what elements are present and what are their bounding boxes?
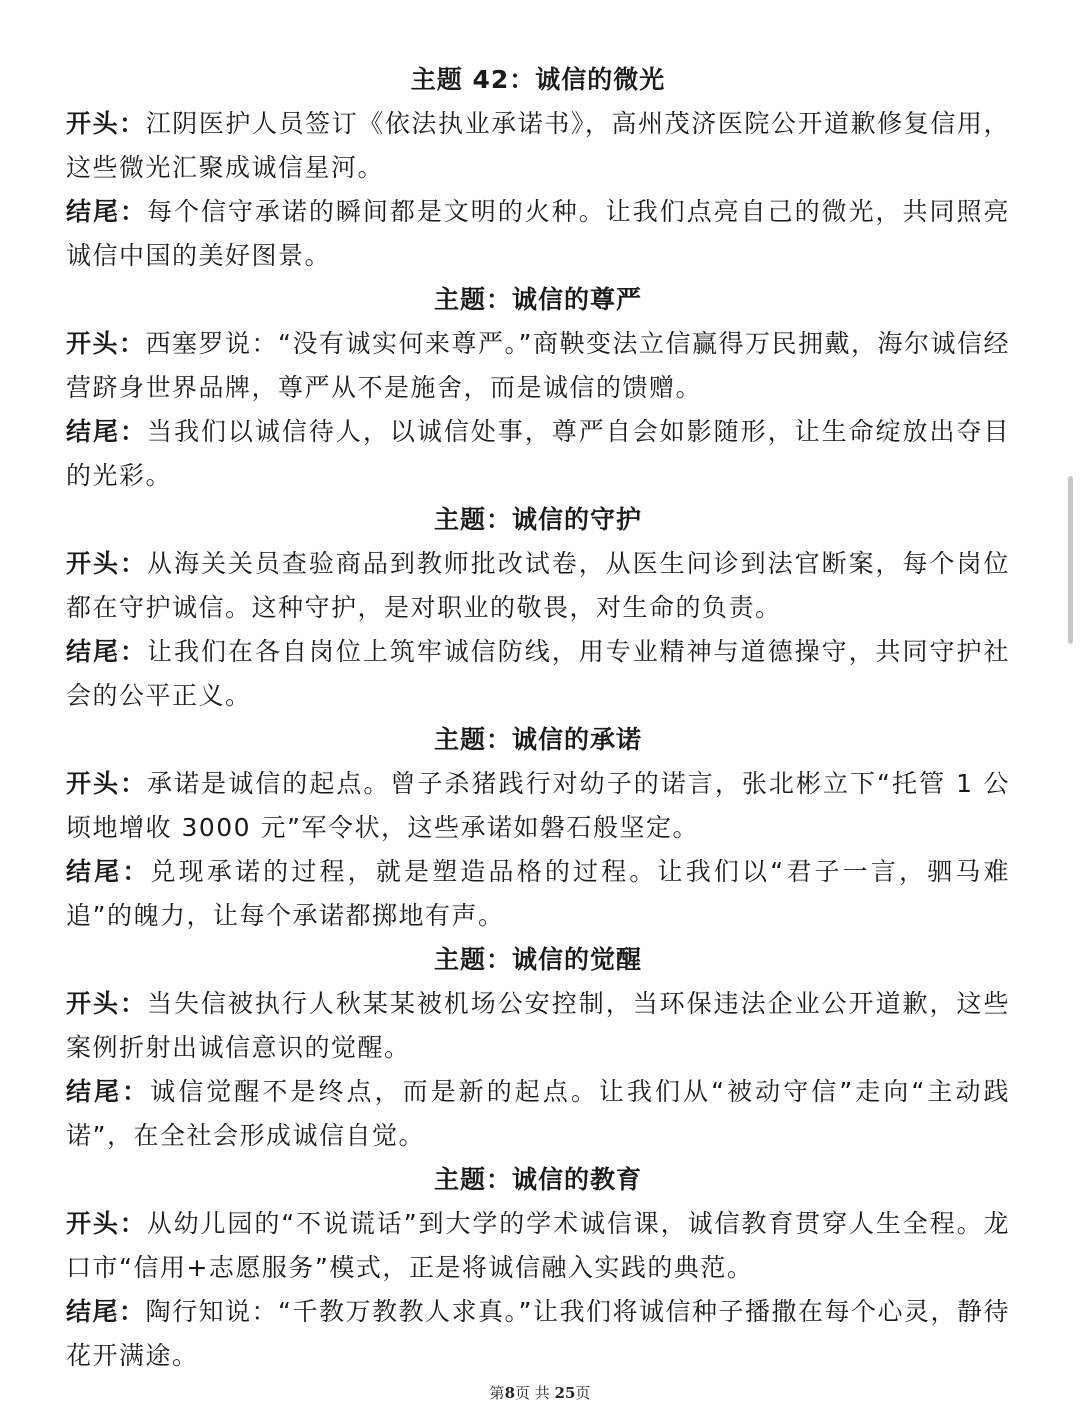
footer-prefix: 第 — [489, 1384, 505, 1402]
opening-label: 开头： — [66, 549, 147, 578]
ending-paragraph — [66, 1070, 1010, 1158]
section-3 — [66, 498, 1010, 718]
section-title: 主题 42：诚信的微光 — [410, 65, 666, 94]
ending-label: 结尾： — [66, 637, 147, 666]
opening-label: 开头： — [66, 109, 146, 138]
opening-label: 开头： — [66, 329, 146, 358]
section-4 — [66, 718, 1010, 938]
section-title: 主题：诚信的承诺 — [433, 725, 642, 754]
document-body — [66, 58, 1010, 1378]
opening-text: 从海关关员查验商品到教师批改试卷，从医生问诊到法官断案，每个岗位都在守护诚信。这种守护，是对职业的敬畏，对生命的负责。 — [66, 549, 1010, 622]
opening-paragraph — [66, 102, 1010, 190]
ending-text: 诚信觉醒不是终点，而是新的起点。让我们从“被动守信”走向“主动践诺”，在全社会形成诚信自觉。 — [66, 1077, 1010, 1150]
opening-label: 开头： — [66, 989, 147, 1018]
page-footer — [0, 1382, 1080, 1403]
opening-text: 江阴医护人员签订《依法执业承诺书》，高州茂济医院公开道歉修复信用，这些微光汇聚成诚信星河。 — [66, 109, 1010, 182]
opening-label: 开头： — [66, 769, 148, 798]
section-title: 主题：诚信的觉醒 — [433, 945, 642, 974]
section-title: 主题：诚信的守护 — [433, 505, 642, 534]
ending-label: 结尾： — [66, 417, 147, 446]
ending-text: 让我们在各自岗位上筑牢诚信防线，用专业精神与道德操守，共同守护社会的公平正义。 — [66, 637, 1010, 710]
section-2 — [66, 278, 1010, 498]
section-title: 主题：诚信的教育 — [433, 1165, 642, 1194]
ending-label: 结尾： — [66, 1077, 151, 1106]
ending-paragraph — [66, 410, 1010, 498]
ending-paragraph — [66, 630, 1010, 718]
opening-paragraph — [66, 542, 1010, 630]
footer-suffix: 页 — [575, 1384, 591, 1402]
ending-label: 结尾： — [66, 197, 147, 226]
section-6 — [66, 1158, 1010, 1378]
current-page-number: 8 — [504, 1384, 515, 1402]
opening-label: 开头： — [66, 1209, 147, 1238]
opening-paragraph — [66, 322, 1010, 410]
opening-text: 西塞罗说：“没有诚实何来尊严。”商鞅变法立信赢得万民拥戴，海尔诚信经营跻身世界品牌，尊严从不是施舍，而是诚信的馈赠。 — [66, 329, 1010, 402]
footer-mid: 页 共 — [515, 1384, 555, 1402]
ending-label: 结尾： — [66, 1297, 146, 1326]
ending-text: 陶行知说：“千教万教教人求真。”让我们将诚信种子播撒在每个心灵，静待花开满途。 — [66, 1297, 1010, 1370]
section-title: 主题：诚信的尊严 — [433, 285, 642, 314]
opening-text: 从幼儿园的“不说谎话”到大学的学术诚信课，诚信教育贯穿人生全程。龙口市“信用+志愿服务”模式，正是将诚信融入实践的典范。 — [66, 1209, 1010, 1282]
opening-paragraph — [66, 982, 1010, 1070]
ending-paragraph — [66, 190, 1010, 278]
opening-text: 当失信被执行人秋某某被机场公安控制，当环保违法企业公开道歉，这些案例折射出诚信意识的觉醒。 — [66, 989, 1010, 1062]
ending-label: 结尾： — [66, 857, 151, 886]
section-5 — [66, 938, 1010, 1158]
scrollbar-thumb[interactable] — [1068, 476, 1073, 644]
ending-text: 兑现承诺的过程，就是塑造品格的过程。让我们以“君子一言，驷马难追”的魄力，让每个承诺都掷地有声。 — [66, 857, 1010, 930]
opening-text: 承诺是诚信的起点。曾子杀猪践行对幼子的诺言，张北彬立下“托管 1 公顷地增收 3000 元”军令状，这些承诺如磐石般坚定。 — [66, 769, 1010, 842]
section-1 — [66, 58, 1010, 278]
total-page-number: 25 — [554, 1384, 576, 1402]
ending-text: 每个信守承诺的瞬间都是文明的火种。让我们点亮自己的微光，共同照亮诚信中国的美好图景。 — [66, 197, 1010, 270]
ending-text: 当我们以诚信待人，以诚信处事，尊严自会如影随形，让生命绽放出夺目的光彩。 — [66, 417, 1010, 490]
ending-paragraph — [66, 850, 1010, 938]
opening-paragraph — [66, 762, 1010, 850]
opening-paragraph — [66, 1202, 1010, 1290]
ending-paragraph — [66, 1290, 1010, 1378]
